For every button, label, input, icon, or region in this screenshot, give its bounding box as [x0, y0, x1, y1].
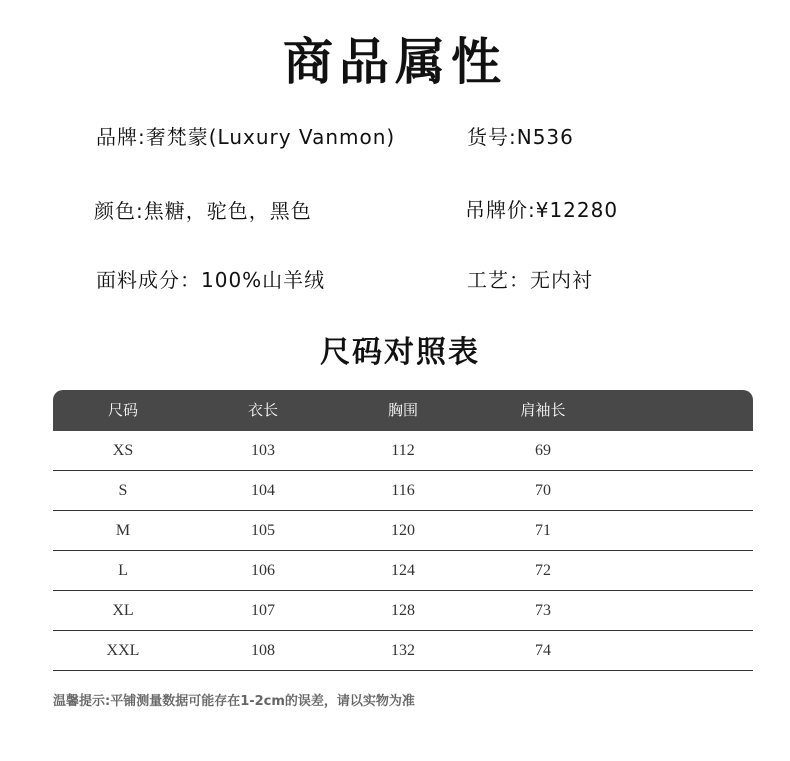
- table-row: [53, 511, 753, 551]
- cell-chest: 120: [391, 522, 415, 539]
- size-chart-title: 尺码对照表: [320, 335, 480, 370]
- measurement-note: 温馨提示:平铺测量数据可能存在1-2cm的误差，请以实物为准: [53, 694, 415, 709]
- attr-color: 颜色:焦糖，驼色，黑色: [94, 199, 312, 223]
- cell-chest: 124: [391, 562, 415, 579]
- cell-size: L: [118, 562, 128, 579]
- cell-sleeve: 70: [535, 482, 551, 499]
- cell-length: 105: [251, 522, 275, 539]
- cell-length: 108: [251, 642, 275, 659]
- cell-chest: 112: [391, 442, 415, 459]
- cell-sleeve: 73: [535, 602, 551, 619]
- cell-chest: 132: [391, 642, 415, 659]
- attr-brand: 品牌:奢梵蒙(Luxury Vanmon): [96, 125, 396, 149]
- cell-size: XS: [112, 442, 134, 459]
- cell-size: M: [115, 522, 131, 539]
- table-row: [53, 471, 753, 511]
- cell-sleeve: 72: [535, 562, 551, 579]
- cell-chest: 116: [391, 482, 415, 499]
- header-chest: 胸围: [387, 401, 418, 419]
- table-header: [53, 390, 753, 431]
- attr-craft: 工艺：无内衬: [467, 268, 593, 292]
- header-size: 尺码: [107, 401, 138, 419]
- attr-fabric: 面料成分：100%山羊绒: [96, 268, 326, 292]
- cell-length: 103: [251, 442, 275, 459]
- cell-sleeve: 69: [535, 442, 551, 459]
- table-row: [53, 591, 753, 631]
- table-row: [53, 551, 753, 591]
- cell-size: S: [118, 482, 128, 499]
- cell-length: 106: [251, 562, 275, 579]
- page-title: 商品属性: [283, 33, 507, 91]
- cell-sleeve: 74: [535, 642, 551, 659]
- cell-size: XL: [112, 602, 134, 619]
- attr-tag-price: 吊牌价:¥12280: [465, 198, 619, 222]
- table-row: [53, 431, 753, 471]
- table-row: [53, 631, 753, 671]
- header-length: 衣长: [247, 401, 278, 419]
- cell-size: XXL: [106, 642, 140, 659]
- cell-length: 107: [251, 602, 275, 619]
- size-table: [53, 390, 753, 671]
- cell-chest: 128: [391, 602, 415, 619]
- cell-length: 104: [251, 482, 275, 499]
- header-sleeve: 肩袖长: [520, 401, 566, 419]
- attr-item-no: 货号:N536: [467, 125, 574, 149]
- cell-sleeve: 71: [535, 522, 551, 539]
